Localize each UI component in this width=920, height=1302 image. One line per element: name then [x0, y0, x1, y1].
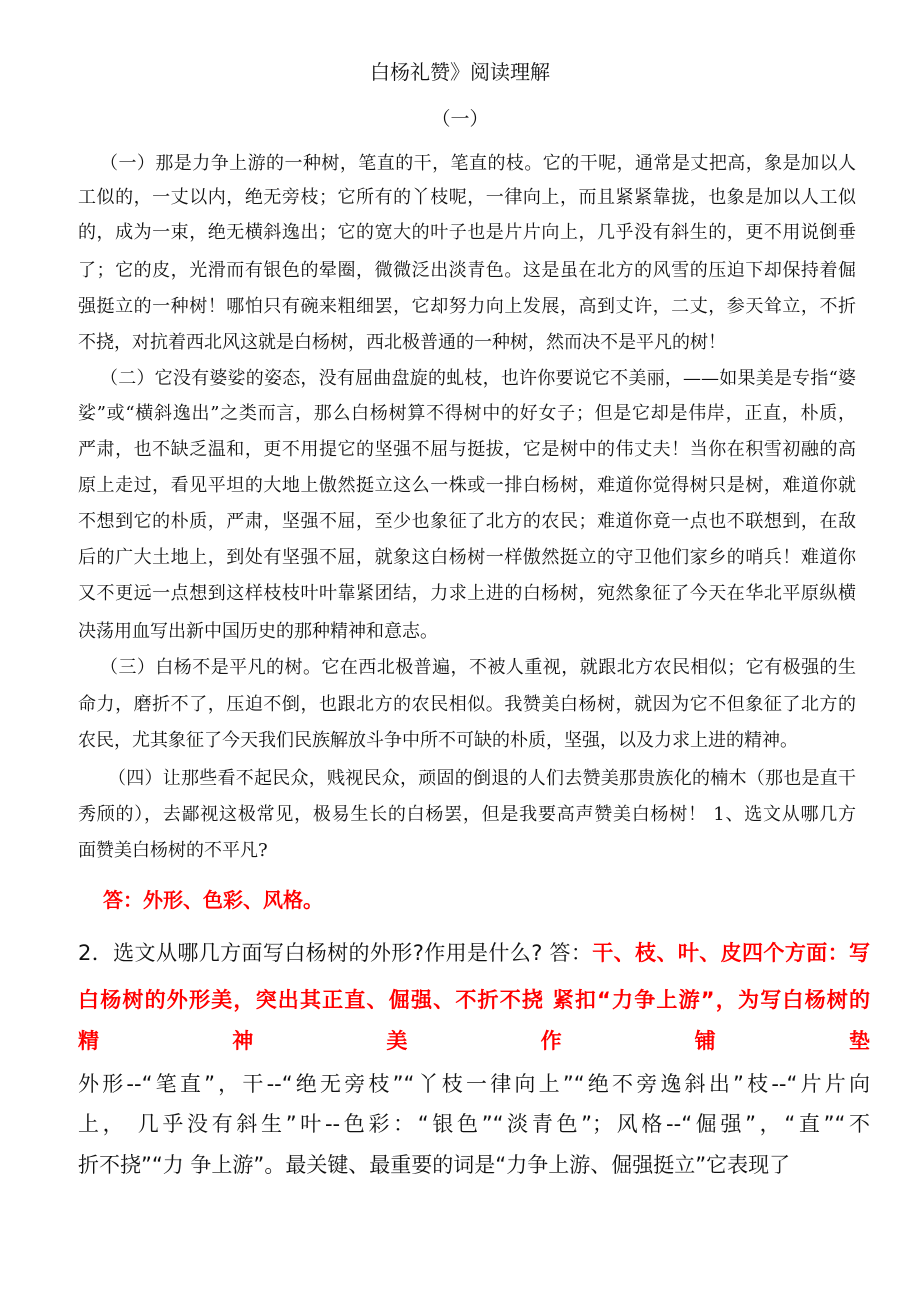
paragraph-line	[78, 221, 856, 245]
text-segment: 后的广大土地上，到处有坚强不屈，就象这白杨树一样傲然挺立的守卫他们家乡的哨兵！难道你	[78, 547, 856, 568]
text-segment: （三）白杨不是平凡的树。它在西北极普遍，不被人重视，就跟北方农民相似；它有极强的生	[100, 657, 856, 678]
paragraph-line	[100, 367, 856, 391]
paragraph-line	[78, 620, 856, 644]
paragraph-line	[78, 402, 856, 426]
text-segment: 秀颀的），去鄙视这极常见，极易生长的白杨罢，但是我要高声赞美白杨树！ 1、选文从哪几方	[78, 804, 856, 825]
text-segment: （一）那是力争上游的一种树，笔直的干，笔直的枝。它的干呢，通常是丈把高，象是加以人	[100, 153, 856, 174]
paragraph-line	[78, 186, 856, 210]
question-answer-line	[78, 939, 870, 967]
question-answer-line	[78, 986, 870, 1014]
question-answer-line	[78, 1027, 870, 1055]
text-segment: （四）让那些看不起民众，贱视民众，顽固的倒退的人们去赞美那贵族化的楠木（那也是直干	[108, 768, 856, 789]
paragraph-line	[78, 259, 856, 283]
answer-text: 干、枝、叶、皮四个方面：写	[592, 941, 871, 965]
paragraph-line	[78, 839, 856, 863]
question-answer-line	[78, 1070, 870, 1098]
paragraph-line	[78, 331, 856, 355]
text-segment: 又不更远一点想到这样枝枝叶叶靠紧团结，力求上进的白杨树，宛然象征了今天在华北平原纵横	[78, 583, 856, 604]
text-segment: 外形--“笔直”，干--“绝无旁枝”“丫枝一律向上”“绝不旁逸斜出”枝--“片片向	[78, 1072, 870, 1096]
text-segment: 不挠，对抗着西北风这就是白杨树，西北极普通的一种树，然而决不是平凡的树！	[78, 332, 726, 353]
text-segment: （二）它没有婆娑的姿态，没有屈曲盘旋的虬枝，也许你要说它不美丽，——如果美是专指“婆	[100, 368, 856, 389]
text-segment: 命力，磨折不了，压迫不倒，也跟北方的农民相似。我赞美白杨树，就因为它不但象征了北方的	[78, 694, 856, 715]
text-segment: 折不挠”“力 争上游”。最关键、最重要的词是“力争上游、倔强挺立”它表现了	[78, 1153, 791, 1177]
answer-text: 白杨树的外形美，突出其正直、倔强、不折不挠 紧扣“力争上游”，为写白杨树的	[78, 988, 870, 1012]
section-heading: （一）	[431, 108, 489, 130]
text-segment: 工似的，一丈以内，绝无旁枝；它所有的丫枝呢，一律向上，而且紧紧靠拢，也象是加以人工似	[78, 187, 856, 208]
paragraph-line	[78, 295, 856, 319]
text-segment: 农民，尤其象征了今天我们民族解放斗争中所不可缺的朴质，坚强，以及力求上进的精神。	[78, 730, 798, 751]
paragraph-line	[78, 729, 856, 753]
text-segment: 了；它的皮，光滑而有银色的晕圈，微微泛出淡青色。这是虽在北方的风雪的压迫下却保持着倔	[78, 260, 856, 281]
answer-text: 答：外形、色彩、风格。	[103, 888, 323, 912]
paragraph-line	[78, 582, 856, 606]
document-title: 白杨礼赞》阅读理解	[370, 60, 550, 84]
paragraph-line	[78, 510, 856, 534]
paragraph-line	[78, 693, 856, 717]
text-segment: 面赞美白杨树的不平凡?	[78, 840, 268, 861]
text-segment: 娑”或“横斜逸出”之类而言，那么白杨树算不得树中的好女子；但是它却是伟岸，正直，朴质，	[78, 403, 856, 424]
paragraph-line	[78, 438, 856, 462]
text-segment: 严肃，也不缺乏温和，更不用提它的坚强不屈与挺拔，它是树中的伟丈夫！当你在积雪初融的高	[78, 439, 856, 460]
text-segment: 的，成为一束，绝无横斜逸出；它的宽大的叶子也是片片向上，几乎没有斜生的，更不用说倒垂	[78, 222, 856, 243]
paragraph-line	[78, 803, 856, 827]
paragraph-line	[108, 767, 856, 791]
paragraph-line	[78, 474, 856, 498]
text-segment: 强挺立的一种树！哪怕只有碗来粗细罢，它却努力向上发展，高到丈许，二丈，参天耸立，不折	[78, 296, 856, 317]
paragraph-line	[78, 546, 856, 570]
question-answer-line	[78, 1110, 870, 1138]
paragraph-line	[100, 656, 856, 680]
text-segment: 2．选文从哪几方面写白杨树的外形?作用是什么? 答：	[78, 941, 593, 965]
paragraph-line	[100, 152, 856, 176]
text-segment: 原上走过，看见平坦的大地上傲然挺立这么一株或一排白杨树，难道你觉得树只是树，难道你就	[78, 475, 856, 496]
answer-text: 精神美作铺垫	[78, 1029, 870, 1053]
text-segment: 不想到它的朴质，严肃，坚强不屈，至少也象征了北方的农民；难道你竟一点也不联想到，在敌	[78, 511, 856, 532]
answer-line	[103, 888, 856, 912]
text-segment: 决荡用血写出新中国历史的那种精神和意志。	[78, 621, 438, 642]
text-segment: 上， 几乎没有斜生”叶--色彩：“银色”“淡青色”；风格--“倔强”，“直”“不	[78, 1112, 870, 1136]
question-answer-line	[78, 1151, 870, 1179]
